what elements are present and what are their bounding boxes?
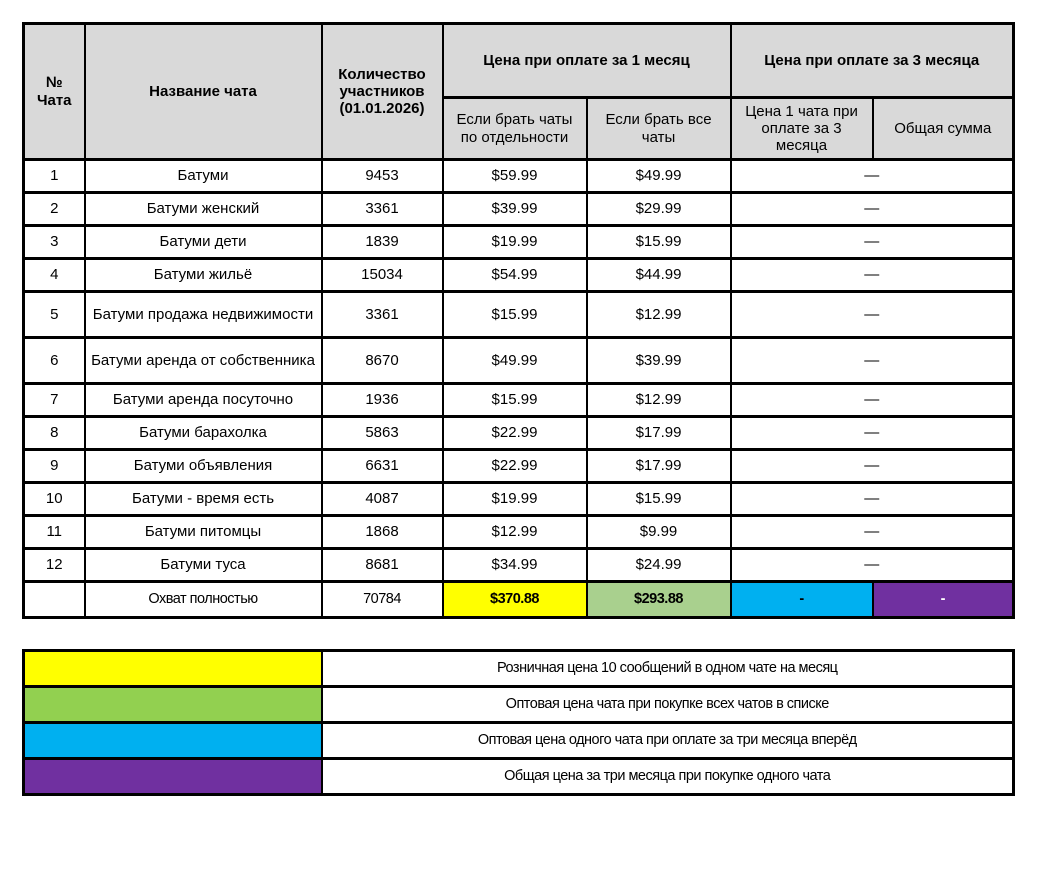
chat-name-cell: Батуми bbox=[85, 160, 322, 193]
price-separate-cell: $39.99 bbox=[443, 193, 587, 226]
header-sub-separate: Если брать чаты по отдельности bbox=[443, 98, 587, 160]
participants-cell: 6631 bbox=[322, 450, 443, 483]
chat-number-cell: 4 bbox=[24, 259, 85, 292]
participants-cell: 8681 bbox=[322, 549, 443, 582]
price-all-cell: $29.99 bbox=[587, 193, 731, 226]
header-sub-all-chats: Если брать все чаты bbox=[587, 98, 731, 160]
header-row-groups bbox=[24, 24, 1014, 98]
chat-name-cell: Батуми дети bbox=[85, 226, 322, 259]
total-label-cell: Охват полностью bbox=[85, 582, 322, 618]
table-row bbox=[24, 516, 1014, 549]
chat-number-cell: 3 bbox=[24, 226, 85, 259]
price-separate-cell: $22.99 bbox=[443, 417, 587, 450]
chat-number-cell: 12 bbox=[24, 549, 85, 582]
price-separate-cell: $59.99 bbox=[443, 160, 587, 193]
price-all-cell: $15.99 bbox=[587, 483, 731, 516]
header-chat-name: Название чата bbox=[85, 24, 322, 160]
chat-price-table bbox=[22, 22, 1015, 619]
price-all-cell: $24.99 bbox=[587, 549, 731, 582]
chat-name-cell: Батуми барахолка bbox=[85, 417, 322, 450]
legend-row bbox=[24, 723, 1014, 759]
table-row bbox=[24, 417, 1014, 450]
chat-number-cell: 1 bbox=[24, 160, 85, 193]
legend-label: Общая цена за три месяца при покупке одного чата bbox=[322, 759, 1014, 795]
legend-row bbox=[24, 759, 1014, 795]
price-all-cell: $17.99 bbox=[587, 417, 731, 450]
chat-name-cell: Батуми туса bbox=[85, 549, 322, 582]
price-3m-cell: — bbox=[731, 338, 1014, 384]
price-all-cell: $44.99 bbox=[587, 259, 731, 292]
total-price-one-chat-3m-cell: - bbox=[731, 582, 873, 618]
chat-number-cell: 11 bbox=[24, 516, 85, 549]
price-all-cell: $12.99 bbox=[587, 384, 731, 417]
price-3m-cell: — bbox=[731, 193, 1014, 226]
legend-swatch-blue bbox=[24, 723, 322, 759]
table-row bbox=[24, 384, 1014, 417]
participants-cell: 4087 bbox=[322, 483, 443, 516]
table-row bbox=[24, 226, 1014, 259]
legend-label: Розничная цена 10 сообщений в одном чате на месяц bbox=[322, 651, 1014, 687]
header-sub-one-chat-3m: Цена 1 чата при оплате за 3 месяца bbox=[731, 98, 873, 160]
total-price-separate-cell: $370.88 bbox=[443, 582, 587, 618]
participants-cell: 1839 bbox=[322, 226, 443, 259]
chat-name-cell: Батуми аренда от собственника bbox=[85, 338, 322, 384]
price-3m-cell: — bbox=[731, 417, 1014, 450]
total-empty-cell bbox=[24, 582, 85, 618]
chat-name-cell: Батуми объявления bbox=[85, 450, 322, 483]
price-separate-cell: $19.99 bbox=[443, 226, 587, 259]
participants-cell: 1868 bbox=[322, 516, 443, 549]
participants-cell: 3361 bbox=[322, 193, 443, 226]
color-legend-table bbox=[22, 649, 1015, 796]
price-3m-cell: — bbox=[731, 259, 1014, 292]
price-separate-cell: $19.99 bbox=[443, 483, 587, 516]
chat-name-cell: Батуми - время есть bbox=[85, 483, 322, 516]
total-price-total-3m-cell: - bbox=[873, 582, 1014, 618]
chat-number-cell: 10 bbox=[24, 483, 85, 516]
chat-number-cell: 5 bbox=[24, 292, 85, 338]
legend-swatch-purple bbox=[24, 759, 322, 795]
chat-number-cell: 7 bbox=[24, 384, 85, 417]
chat-number-cell: 8 bbox=[24, 417, 85, 450]
chat-name-cell: Батуми жильё bbox=[85, 259, 322, 292]
participants-cell: 1936 bbox=[322, 384, 443, 417]
table-row bbox=[24, 483, 1014, 516]
table-row bbox=[24, 259, 1014, 292]
header-group-3-months: Цена при оплате за 3 месяца bbox=[731, 24, 1014, 98]
price-all-cell: $39.99 bbox=[587, 338, 731, 384]
participants-cell: 3361 bbox=[322, 292, 443, 338]
price-3m-cell: — bbox=[731, 292, 1014, 338]
legend-row bbox=[24, 651, 1014, 687]
table-row bbox=[24, 338, 1014, 384]
price-all-cell: $49.99 bbox=[587, 160, 731, 193]
price-separate-cell: $34.99 bbox=[443, 549, 587, 582]
price-3m-cell: — bbox=[731, 450, 1014, 483]
table-row bbox=[24, 193, 1014, 226]
price-separate-cell: $54.99 bbox=[443, 259, 587, 292]
price-separate-cell: $12.99 bbox=[443, 516, 587, 549]
chat-name-cell: Батуми продажа недвижимости bbox=[85, 292, 322, 338]
header-participants: Количество участников (01.01.2026) bbox=[322, 24, 443, 160]
participants-cell: 9453 bbox=[322, 160, 443, 193]
participants-cell: 5863 bbox=[322, 417, 443, 450]
participants-cell: 8670 bbox=[322, 338, 443, 384]
table-row bbox=[24, 292, 1014, 338]
price-separate-cell: $15.99 bbox=[443, 384, 587, 417]
price-all-cell: $12.99 bbox=[587, 292, 731, 338]
chat-name-cell: Батуми питомцы bbox=[85, 516, 322, 549]
price-3m-cell: — bbox=[731, 384, 1014, 417]
price-separate-cell: $49.99 bbox=[443, 338, 587, 384]
price-3m-cell: — bbox=[731, 160, 1014, 193]
header-chat-number: № Чата bbox=[24, 24, 85, 160]
legend-swatch-yellow bbox=[24, 651, 322, 687]
price-3m-cell: — bbox=[731, 226, 1014, 259]
chat-number-cell: 6 bbox=[24, 338, 85, 384]
table-row bbox=[24, 549, 1014, 582]
participants-cell: 15034 bbox=[322, 259, 443, 292]
header-sub-total-sum: Общая сумма bbox=[873, 98, 1014, 160]
price-all-cell: $15.99 bbox=[587, 226, 731, 259]
chat-number-cell: 2 bbox=[24, 193, 85, 226]
price-separate-cell: $22.99 bbox=[443, 450, 587, 483]
price-3m-cell: — bbox=[731, 516, 1014, 549]
price-all-cell: $9.99 bbox=[587, 516, 731, 549]
legend-swatch-green bbox=[24, 687, 322, 723]
table-row bbox=[24, 450, 1014, 483]
total-price-all-cell: $293.88 bbox=[587, 582, 731, 618]
price-3m-cell: — bbox=[731, 483, 1014, 516]
price-separate-cell: $15.99 bbox=[443, 292, 587, 338]
page bbox=[0, 22, 1042, 883]
total-row bbox=[24, 582, 1014, 618]
legend-row bbox=[24, 687, 1014, 723]
legend-label: Оптовая цена чата при покупке всех чатов в списке bbox=[322, 687, 1014, 723]
header-group-1-month: Цена при оплате за 1 месяц bbox=[443, 24, 731, 98]
total-participants-cell: 70784 bbox=[322, 582, 443, 618]
chat-name-cell: Батуми женский bbox=[85, 193, 322, 226]
chat-name-cell: Батуми аренда посуточно bbox=[85, 384, 322, 417]
price-all-cell: $17.99 bbox=[587, 450, 731, 483]
legend-label: Оптовая цена одного чата при оплате за три месяца вперёд bbox=[322, 723, 1014, 759]
price-3m-cell: — bbox=[731, 549, 1014, 582]
chat-number-cell: 9 bbox=[24, 450, 85, 483]
table-row bbox=[24, 160, 1014, 193]
